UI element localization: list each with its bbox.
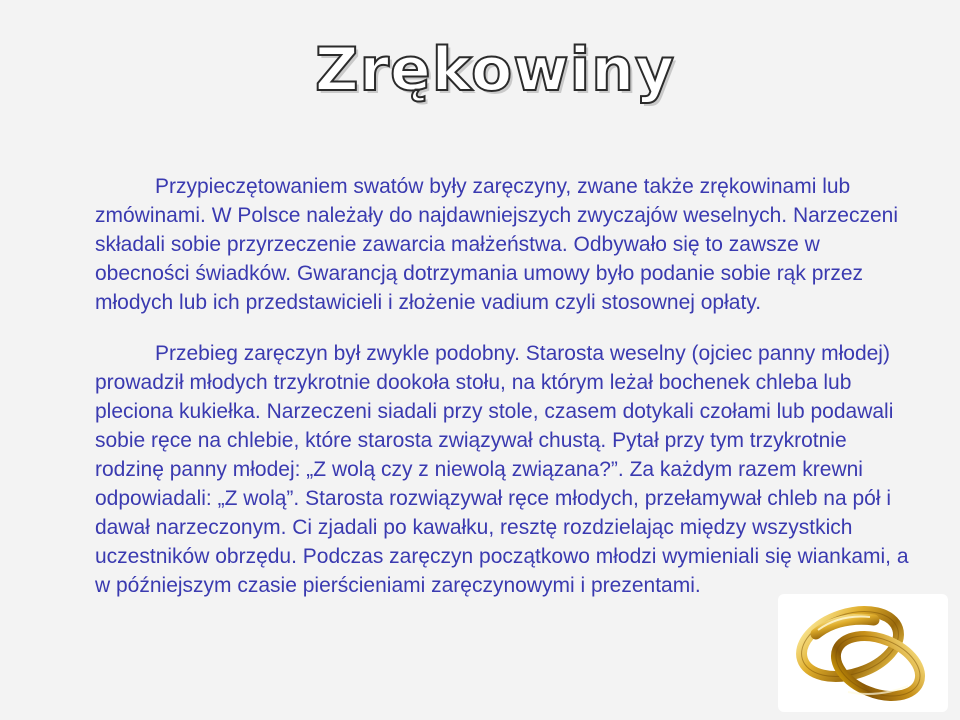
paragraph-1	[95, 172, 910, 317]
wedding-rings-image	[778, 594, 948, 712]
slide-title: Zrękowiny	[314, 35, 676, 105]
paragraph-2-text: Przebieg zaręczyn był zwykle podobny. Starosta weselny (ojciec panny młodej) prowadził młodych trzykrotnie dookoła stołu, na którym leżał bochenek chleba lub pleciona kukiełka. Narzeczeni siadali przy stole, czasem dotykali czołami lub podawali sobie ręce na chlebie, które starosta związywał chustą. Pytał przy tym trzykrotnie rodzinę panny młodej: „Z wolą czy z niewolą związana?”. Za każdym razem krewni odpowiadali: „Z wolą”. Starosta rozwiązywał ręce młodych, przełamywał chleb na pół i dawał narzeczonym. Ci zjadali po kawałku, resztę rozdzielając między wszystkich uczestników obrzędu. Podczas zaręczyn początkowo młodzi wymieniali się wiankami, a w późniejszym czasie pierścieniami zaręczynowymi i prezentami.	[95, 342, 909, 597]
paragraph-1-text: Przypieczętowaniem swatów były zaręczyny, zwane także zrękowinami lub zmówinami. W Polsce należały do najdawniejszych zwyczajów weselnych. Narzeczeni składali sobie przyrzeczenie zawarcia małżeństwa. Odbywało się to zawsze w obecności świadków. Gwarancją dotrzymania umowy było podanie sobie rąk przez młodych lub ich przedstawicieli i złożenie vadium czyli stosownej opłaty.	[95, 175, 898, 314]
wedding-rings-icon	[778, 594, 948, 712]
paragraph-2	[95, 339, 910, 600]
